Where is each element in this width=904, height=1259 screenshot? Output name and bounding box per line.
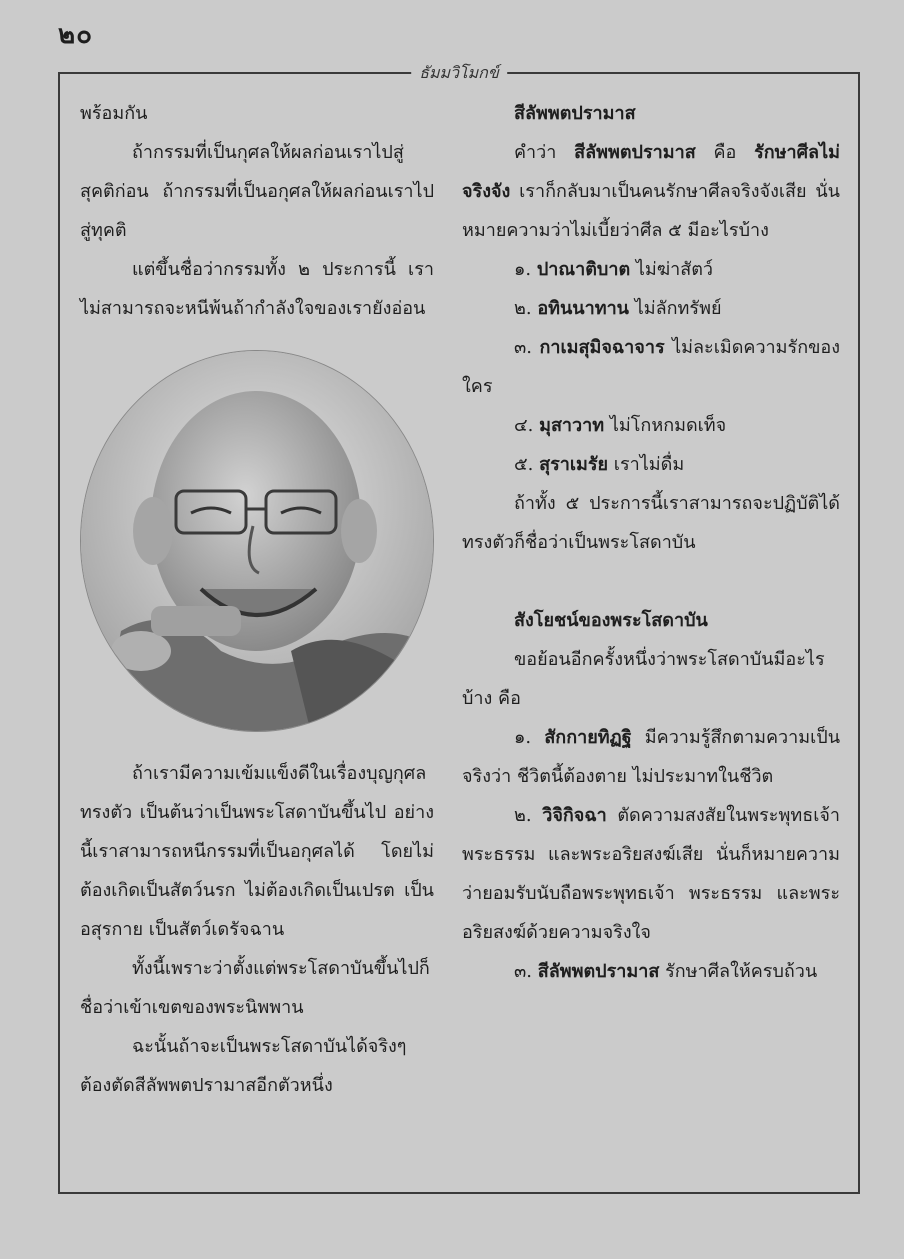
item-term: มุสาวาท [539, 415, 605, 436]
item-description: เราไม่ดื่ม [608, 454, 685, 475]
paragraph-fetters-intro: ขอย้อนอีกครั้งหนึ่งว่าพระโสดาบันมีอะไรบ้าง คือ [462, 649, 825, 709]
five-precepts-list [462, 250, 840, 484]
left-column [80, 94, 434, 1105]
page-frame [58, 63, 860, 1194]
portrait-figure [80, 350, 434, 732]
left-bottom-paragraph: ทั้งนี้เพราะว่าตั้งแต่พระโสดาบันขึ้นไปก็ชื่อว่าเข้าเขตของพระนิพพาน [80, 958, 430, 1018]
item-description: รักษาศีลให้ครบถ้วน [659, 961, 818, 982]
item-description: มีความรู้สึกตามความเป็นจริงว่า ชีวิตนี้ต้องตาย ไม่ประมาทในชีวิต [462, 727, 840, 787]
monk-portrait-photo [80, 350, 434, 732]
text: คือ [695, 142, 755, 163]
item-description: ไม่ลักทรัพย์ [628, 298, 722, 319]
precept-item [462, 406, 840, 445]
left-top-text [80, 94, 434, 328]
item-number: ๒. [514, 805, 543, 826]
item-number: ๒. [514, 298, 538, 319]
item-term: สักกายทิฏฐิ [544, 727, 632, 748]
item-number: ๑. [514, 259, 537, 280]
item-number: ๓. [514, 961, 538, 982]
item-term: กาเมสุมิจฉาจาร [539, 337, 665, 358]
bold-term: สีลัพพตปรามาส [574, 142, 696, 163]
text: คำว่า [514, 142, 575, 163]
item-term: สุราเมรัย [539, 454, 609, 475]
left-bottom-paragraph: ถ้าเรามีความเข้มแข็งดีในเรื่องบุญกุศลทรงตัว เป็นต้นว่าเป็นพระโสดาบันขึ้นไป อย่างนี้เราสามารถหนีกรรมที่เป็นอกุศลได้ โดยไม่ต้องเกิดเป็นสัตว์นรก ไม่ต้องเกิดเป็นเปรต เป็นอสุรกาย เป็นสัตว์เดรัจฉาน [80, 763, 434, 940]
left-top-paragraph: พร้อมกัน [80, 103, 148, 124]
running-head: ธัมมวิโมกข์ [411, 61, 507, 86]
left-bottom-paragraph: ฉะนั้นถ้าจะเป็นพระโสดาบันได้จริงๆ ต้องตัดสีลัพพตปรามาสอีกตัวหนึ่ง [80, 1036, 407, 1096]
item-description: ไม่ฆ่าสัตว์ [630, 259, 714, 280]
precept-item [462, 328, 840, 406]
item-number: ๑. [514, 727, 545, 748]
left-bottom-text [80, 754, 434, 1105]
paragraph-sotapanna: ถ้าทั้ง ๕ ประการนี้เราสามารถจะปฏิบัติได้ทรงตัวก็ชื่อว่าเป็นพระโสดาบัน [462, 493, 840, 553]
item-term: ปาณาติบาต [536, 259, 631, 280]
precept-item [462, 445, 840, 484]
item-description: ไม่ละเมิดความรักของใคร [462, 337, 841, 397]
bold-term: รักษาศีลไม่จริงจัง [462, 142, 841, 202]
item-number: ๔. [514, 415, 540, 436]
left-top-paragraph: ถ้ากรรมที่เป็นกุศลให้ผลก่อนเราไปสู่สุคติก่อน ถ้ากรรมที่เป็นอกุศลให้ผลก่อนเราไปสู่ทุคติ [80, 142, 434, 241]
page-number: ๒๐ [58, 20, 94, 50]
item-number: ๕. [514, 454, 540, 475]
left-top-paragraph: แต่ขึ้นชื่อว่ากรรมทั้ง ๒ ประการนี้ เราไม่สามารถจะหนีพ้นถ้ากำลังใจของเรายังอ่อน [80, 259, 434, 319]
fetter-item [462, 952, 840, 991]
paragraph-silabbata-definition [462, 133, 840, 250]
precept-item [462, 289, 840, 328]
item-number: ๓. [514, 337, 540, 358]
section-heading-silabbata: สีลัพพตปรามาส [514, 103, 636, 124]
right-column [462, 94, 840, 991]
section-heading-fetters: สังโยชน์ของพระโสดาบัน [514, 610, 708, 631]
item-term: วิจิกิจฉา [542, 805, 607, 826]
fetter-item [462, 796, 840, 952]
text: เราก็กลับมาเป็นคนรักษาศีลจริงจังเสีย นั่นหมายความว่าไม่เบี้ยว่าศีล ๕ มีอะไรบ้าง [462, 181, 840, 241]
item-description: ไม่โกหกมดเท็จ [604, 415, 727, 436]
fetters-list [462, 718, 840, 991]
item-term: อทินนาทาน [537, 298, 629, 319]
precept-item [462, 250, 840, 289]
item-description: ตัดความสงสัยในพระพุทธเจ้า พระธรรม และพระอริยสงฆ์เสีย นั่นก็หมายความว่ายอมรับนับถือพระพุทธเจ้า พระธรรม และพระอริยสงฆ์ด้วยความจริงใจ [462, 805, 840, 943]
fetter-item [462, 718, 840, 796]
item-term: สีลัพพตปรามาส [537, 961, 660, 982]
